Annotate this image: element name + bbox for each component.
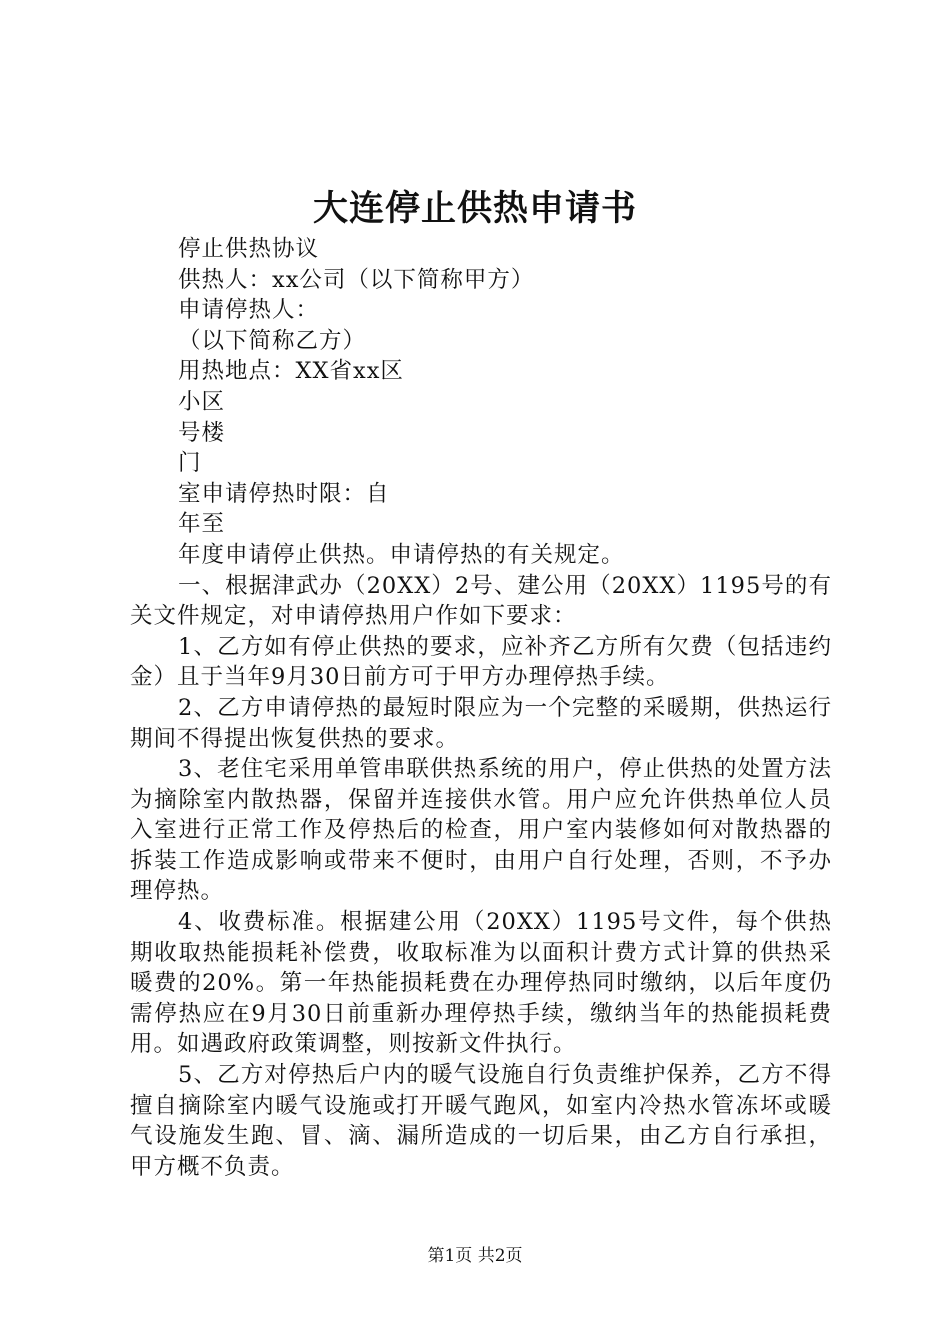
paragraph: 1、乙方如有停止供热的要求，应补齐乙方所有欠费（包括违约金）且于当年9月30日前方可于甲方办理停热手续。 [130, 633, 832, 691]
document-body [130, 234, 832, 1182]
header-line: 门 [178, 450, 202, 477]
header-line: 停止供热协议 [178, 236, 320, 262]
paragraph: 4、收费标准。根据建公用（20XX）1195号文件，每个供热期收取热能损耗补偿费，收取标准为以面积计费方式计算的供热采暖费的20%。第一年热能损耗费在办理停热同时缴纳，以后年度仍需停热应在9月30日前重新办理停热手续，缴纳当年的热能损耗费用。如遇政府政策调整，则按新文件执行。 [130, 909, 832, 1058]
page-footer: 第1页 共2页 [427, 1246, 523, 1266]
header-line: 年至 [178, 511, 226, 538]
header-line: 供热人：xx公司（以下简称甲方） [178, 266, 535, 293]
paragraph: 2、乙方申请停热的最短时限应为一个完整的采暖期，供热运行期间不得提出恢复供热的要求。 [130, 694, 832, 752]
header-line: 年度申请停止供热。申请停热的有关规定。 [178, 541, 625, 568]
header-line: （以下简称乙方） [178, 327, 367, 354]
header-line: 号楼 [178, 419, 226, 446]
header-line: 小区 [178, 388, 226, 415]
header-line: 申请停热人： [178, 297, 320, 324]
header-line: 室申请停热时限：自 [178, 480, 390, 507]
paragraph: 5、乙方对停热后户内的暖气设施自行负责维护保养，乙方不得擅自摘除室内暖气设施或打开暖气跑风，如室内冷热水管冻坏或暖气设施发生跑、冒、滴、漏所造成的一切后果，由乙方自行承担，甲方概不负责。 [130, 1062, 832, 1180]
paragraph: 一、根据津武办（20XX）2号、建公用（20XX）1195号的有关文件规定，对申请停热用户作如下要求： [130, 572, 832, 630]
document-title: 大连停止供热申请书 [312, 188, 637, 229]
header-line: 用热地点：XX省xx区 [178, 358, 404, 385]
paragraph: 3、老住宅采用单管串联供热系统的用户，停止供热的处置方法为摘除室内散热器，保留并连接供水管。用户应允许供热单位人员入室进行正常工作及停热后的检查，用户室内装修如何对散热器的拆装工作造成影响或带来不便时，由用户自行处理，否则，不予办理停热。 [130, 756, 832, 905]
